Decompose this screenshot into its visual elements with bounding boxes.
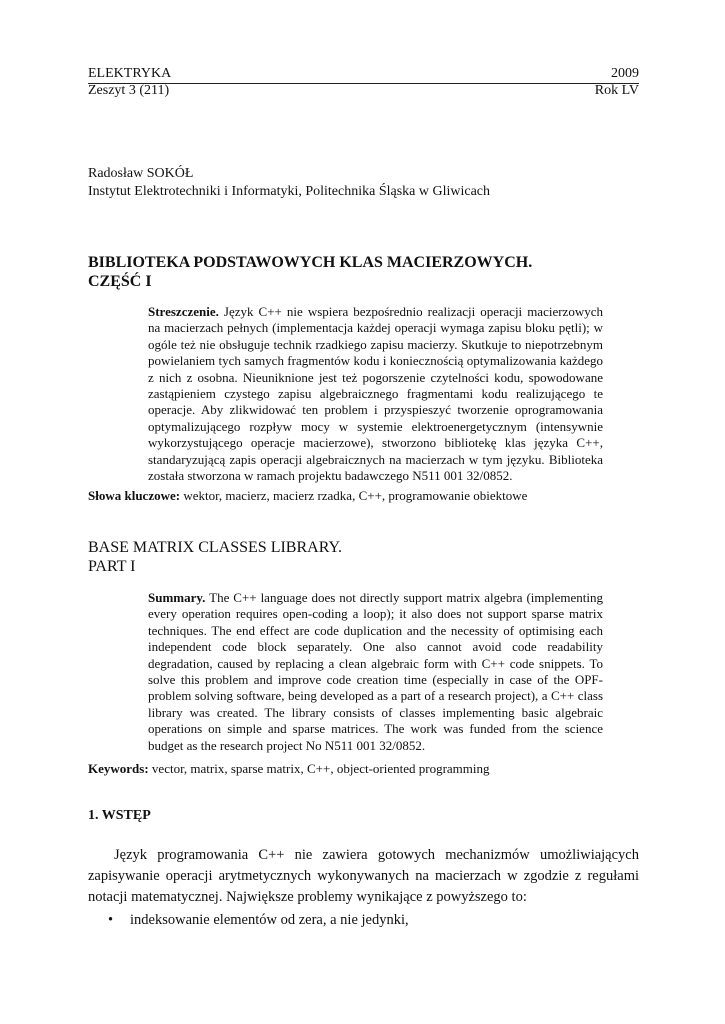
polish-title — [88, 253, 639, 291]
english-keywords-label: Keywords: — [88, 761, 149, 776]
volume-number: Rok LV — [594, 83, 639, 98]
polish-keywords — [88, 488, 639, 504]
polish-keywords-label: Słowa kluczowe: — [88, 488, 181, 503]
english-keywords-text: vector, matrix, sparse matrix, C++, object-oriented programming — [148, 761, 490, 776]
polish-abstract — [148, 304, 603, 484]
section-paragraph: Język programowania C++ nie zawiera gotowych mechanizmów umożliwiających zapisywanie operacji arytmetycznych wykonywanych na macierzach w zgodzie z regułami notacji matematycznej. Największe problemy wynikające z powyższego to: — [88, 847, 639, 905]
bullet-list — [108, 910, 628, 931]
journal-name: ELEKTRYKA — [88, 66, 172, 81]
polish-keywords-text: wektor, macierz, macierz rzadka, C++, programowanie obiektowe — [180, 488, 528, 503]
english-abstract — [148, 590, 603, 754]
english-abstract-text: The C++ language does not directly support matrix algebra (implementing every operation requires open-coding a loop); it also does not support sparse matrix techniques. The end effect are code duplication and the necessity of optimising each independent code block separately. One also cannot avoid code readability degradation, caused by replacing a clean algebraic form with C++ code snippets. To solve this problem and improve code creation time (especially in case of the OPF-problem solving software, being developed as a part of a research project), a C++ class library was created. The library consists of classes implementing basic algebraic operations on simple and sparse matrices. The work was funded from the science budget as the research project No N511 001 32/0852. — [148, 590, 603, 753]
bullet-icon: • — [108, 912, 114, 928]
author-institution: Instytut Elektrotechniki i Informatyki, Politechnika Śląska w Gliwicach — [88, 184, 491, 199]
list-item-text: indeksowanie elementów od zera, a nie jedynki, — [130, 912, 409, 928]
english-title-line-1: BASE MATRIX CLASSES LIBRARY. — [88, 539, 342, 556]
journal-header-row — [88, 66, 639, 84]
english-abstract-label: Summary. — [148, 590, 206, 605]
polish-abstract-label: Streszczenie. — [148, 304, 219, 319]
issue-header-row — [88, 83, 639, 99]
english-keywords — [88, 761, 639, 777]
polish-abstract-text: Język C++ nie wspiera bezpośrednio realizacji operacji macierzowych na macierzach pełnych (implementacja każdej operacji wymaga zapisu bloku pętli); w ogóle też nie obsługuje technik rzadkiego zapisu macierzy. Skutkuje to niepotrzebnym powielaniem tych samych fragmentów kodu i koniecznością optymalizowania każdego z nich z osobna. Nieuniknione jest też pogorszenie czytelności kodu, spowodowane zastąpieniem czystego zapisu algebraicznego fragmentami kodu realizującego te operacje. Aby zlikwidować ten problem i przyspieszyć tworzenie oprogramowania optymalizującego rozpływ mocy w systemie elektroenergetycznym (intensywnie wykorzystującego operacje macierzowe), stworzono bibliotekę klas języka C++, standaryzującą zapis operacji algebraicznych na macierzach w tym języku. Biblioteka została stworzona w ramach projektu badawczego N511 001 32/0852. — [148, 304, 603, 484]
english-title-line-2: PART I — [88, 558, 136, 575]
list-item — [108, 910, 628, 931]
polish-title-line-1: BIBLIOTEKA PODSTAWOWYCH KLAS MACIERZOWYCH. — [88, 254, 533, 271]
issue-number: Zeszyt 3 (211) — [88, 83, 170, 98]
journal-year: 2009 — [611, 66, 639, 81]
polish-title-line-2: CZĘŚĆ I — [88, 273, 152, 290]
section-heading: 1. WSTĘP — [88, 808, 151, 823]
author-name: Radosław SOKÓŁ — [88, 166, 194, 181]
english-title — [88, 538, 639, 576]
